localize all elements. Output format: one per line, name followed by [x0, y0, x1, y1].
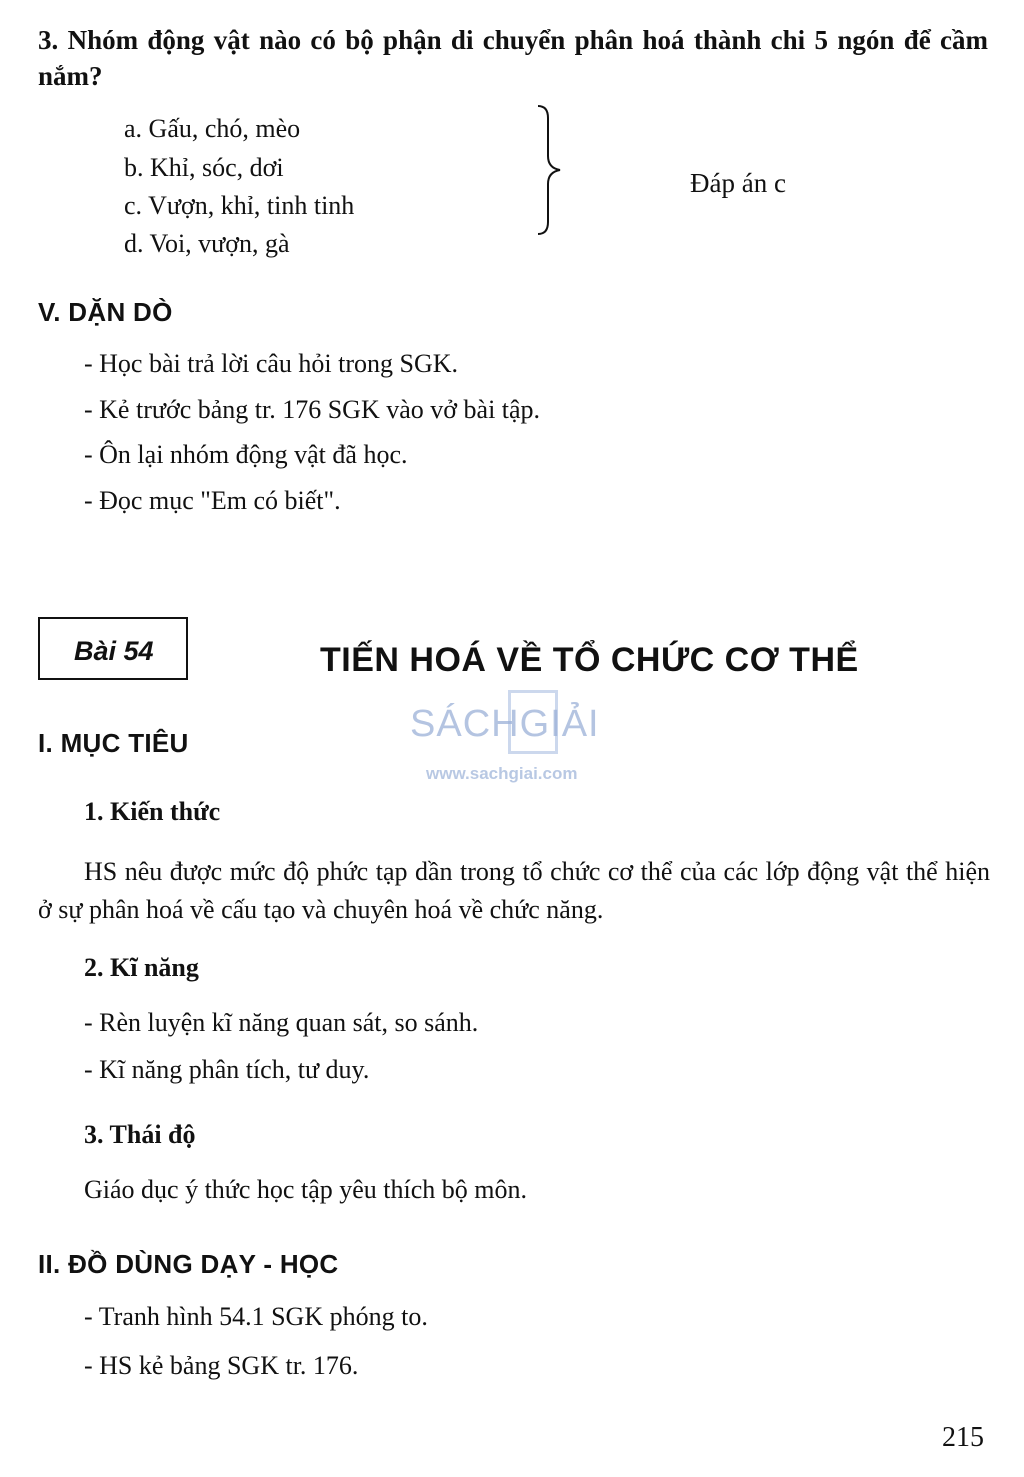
- right-brace-icon: [536, 104, 566, 236]
- option-b: b. Khỉ, sóc, dơi: [124, 153, 284, 182]
- section-v-heading: V. DẶN DÒ: [38, 297, 173, 327]
- section-i-heading: I. MỤC TIÊU: [38, 728, 189, 758]
- watermark-brand: SÁCHGIẢI: [410, 703, 600, 745]
- option-a: a. Gấu, chó, mèo: [124, 114, 301, 143]
- section-v-item-3: - Ôn lại nhóm động vật đã học.: [84, 440, 408, 469]
- knowledge-heading: 1. Kiến thức: [84, 797, 221, 826]
- section-ii-item-2: - HS kẻ bảng SGK tr. 176.: [84, 1351, 359, 1380]
- section-v-item-2: - Kẻ trước bảng tr. 176 SGK vào vở bài tập.: [84, 395, 541, 424]
- attitude-heading: 3. Thái độ: [84, 1120, 196, 1149]
- attitude-text: Giáo dục ý thức học tập yêu thích bộ môn.: [84, 1175, 527, 1204]
- question-title: 3. Nhóm động vật nào có bộ phận di chuyển phân hoá thành chi 5 ngón để cầm nắm?: [38, 25, 988, 91]
- watermark-url: www.sachgiai.com: [426, 764, 578, 783]
- section-v-item-4: - Đọc mục "Em có biết".: [84, 486, 341, 515]
- skills-item-2: - Kĩ năng phân tích, tư duy.: [84, 1055, 370, 1084]
- page-number: 215: [942, 1422, 984, 1453]
- option-c: c. Vượn, khỉ, tinh tinh: [124, 191, 355, 220]
- lesson-title: TIẾN HOÁ VỀ TỔ CHỨC CƠ THỂ: [320, 641, 859, 679]
- section-ii-heading: II. ĐỒ DÙNG DẠY - HỌC: [38, 1249, 339, 1279]
- answer-text: Đáp án c: [690, 168, 786, 198]
- skills-heading: 2. Kĩ năng: [84, 953, 199, 982]
- section-ii-item-1: - Tranh hình 54.1 SGK phóng to.: [84, 1302, 428, 1331]
- knowledge-paragraph: HS nêu được mức độ phức tạp dần trong tổ chức cơ thể của các lớp động vật thể hiện ở sự phân hoá về cấu tạo và chuyên hoá về chức năng.: [38, 857, 990, 924]
- section-v-item-1: - Học bài trả lời câu hỏi trong SGK.: [84, 349, 459, 378]
- option-d: d. Voi, vượn, gà: [124, 229, 290, 258]
- skills-item-1: - Rèn luyện kĩ năng quan sát, so sánh.: [84, 1008, 479, 1037]
- lesson-label: Bài 54: [74, 636, 154, 666]
